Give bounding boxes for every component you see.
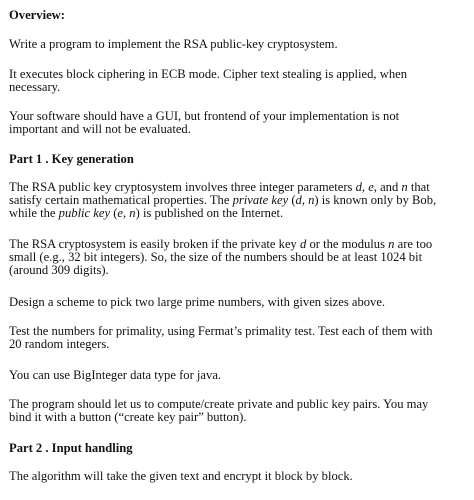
paragraph-prime-scheme bbox=[9, 296, 465, 309]
paragraph-line: Design a scheme to pick two large prime numbers, with given sizes above. bbox=[9, 295, 386, 309]
paragraph-line: Your software should have a GUI, but frontend of your implementation is not bbox=[9, 109, 400, 123]
paragraph-line: It executes block ciphering in ECB mode. Cipher text stealing is applied, when bbox=[9, 67, 408, 81]
part1-heading bbox=[9, 153, 465, 166]
text-run: , bbox=[361, 180, 369, 194]
variable-d: d bbox=[300, 237, 307, 251]
paragraph-line bbox=[9, 207, 465, 220]
paragraph-encrypt-blocks bbox=[9, 470, 465, 483]
paragraph-line: bind it with a button (“create key pair” button). bbox=[9, 410, 247, 424]
paragraph-line: The algorithm will take the given text and encrypt it block by block. bbox=[9, 469, 353, 483]
variable-e: e bbox=[368, 180, 374, 194]
variable-n: n bbox=[388, 237, 395, 251]
text-run: are too bbox=[394, 237, 433, 251]
paragraph-line: small (e.g., 32 bit integers). So, the size of the numbers should be at least 1024 bit bbox=[9, 250, 423, 264]
paragraph-rsa-parameters bbox=[9, 181, 465, 220]
text-run: while the bbox=[9, 206, 59, 220]
text-run: that bbox=[407, 180, 430, 194]
paragraph-key-pairs bbox=[9, 398, 465, 424]
public-key-term: public key bbox=[58, 206, 111, 220]
text-run: ( bbox=[110, 206, 118, 220]
part1-heading-text: Part 1 . Key generation bbox=[9, 152, 134, 166]
paragraph-line: Test the numbers for primality, using Fermat’s primality test. Test each of them with bbox=[9, 324, 433, 338]
paragraph-line: 20 random integers. bbox=[9, 337, 110, 351]
text-run: The RSA cryptosystem is easily broken if the private key bbox=[9, 237, 300, 251]
paragraph-gui-note bbox=[9, 110, 465, 136]
paragraph-line: important and will not be evaluated. bbox=[9, 122, 191, 136]
overview-heading bbox=[9, 9, 465, 22]
paragraph-ecb-mode bbox=[9, 68, 465, 94]
overview-heading-text: Overview: bbox=[9, 8, 65, 22]
text-run: The RSA public key cryptosystem involves three integer parameters bbox=[9, 180, 356, 194]
part2-heading-text: Part 2 . Input handling bbox=[9, 441, 133, 455]
text-run: or the modulus bbox=[306, 237, 389, 251]
paragraph-primality-test bbox=[9, 325, 465, 351]
text-run: ( bbox=[288, 193, 296, 207]
paragraph-key-size bbox=[9, 238, 465, 277]
private-key-term: private key bbox=[232, 193, 289, 207]
text-run: ) is published on the Internet. bbox=[135, 206, 284, 220]
part2-heading bbox=[9, 442, 465, 455]
paragraph-line: You can use BigInteger data type for java. bbox=[9, 368, 222, 382]
paragraph-program-goal bbox=[9, 38, 465, 51]
paragraph-line: Write a program to implement the RSA public-key cryptosystem. bbox=[9, 37, 338, 51]
text-run: , and bbox=[373, 180, 402, 194]
text-run: satisfy certain mathematical properties. The bbox=[9, 193, 233, 207]
paragraph-line: necessary. bbox=[9, 80, 61, 94]
paragraph-line: (around 309 digits). bbox=[9, 263, 109, 277]
paragraph-line: The program should let us to compute/create private and public key pairs. You may bbox=[9, 397, 429, 411]
paragraph-biginteger bbox=[9, 369, 465, 382]
variable-n: n bbox=[401, 180, 408, 194]
variable-d: d bbox=[355, 180, 362, 194]
text-run: ) is known only by Bob, bbox=[314, 193, 437, 207]
variable-d-n: d, n bbox=[295, 193, 315, 207]
variable-e-n: e, n bbox=[117, 206, 136, 220]
